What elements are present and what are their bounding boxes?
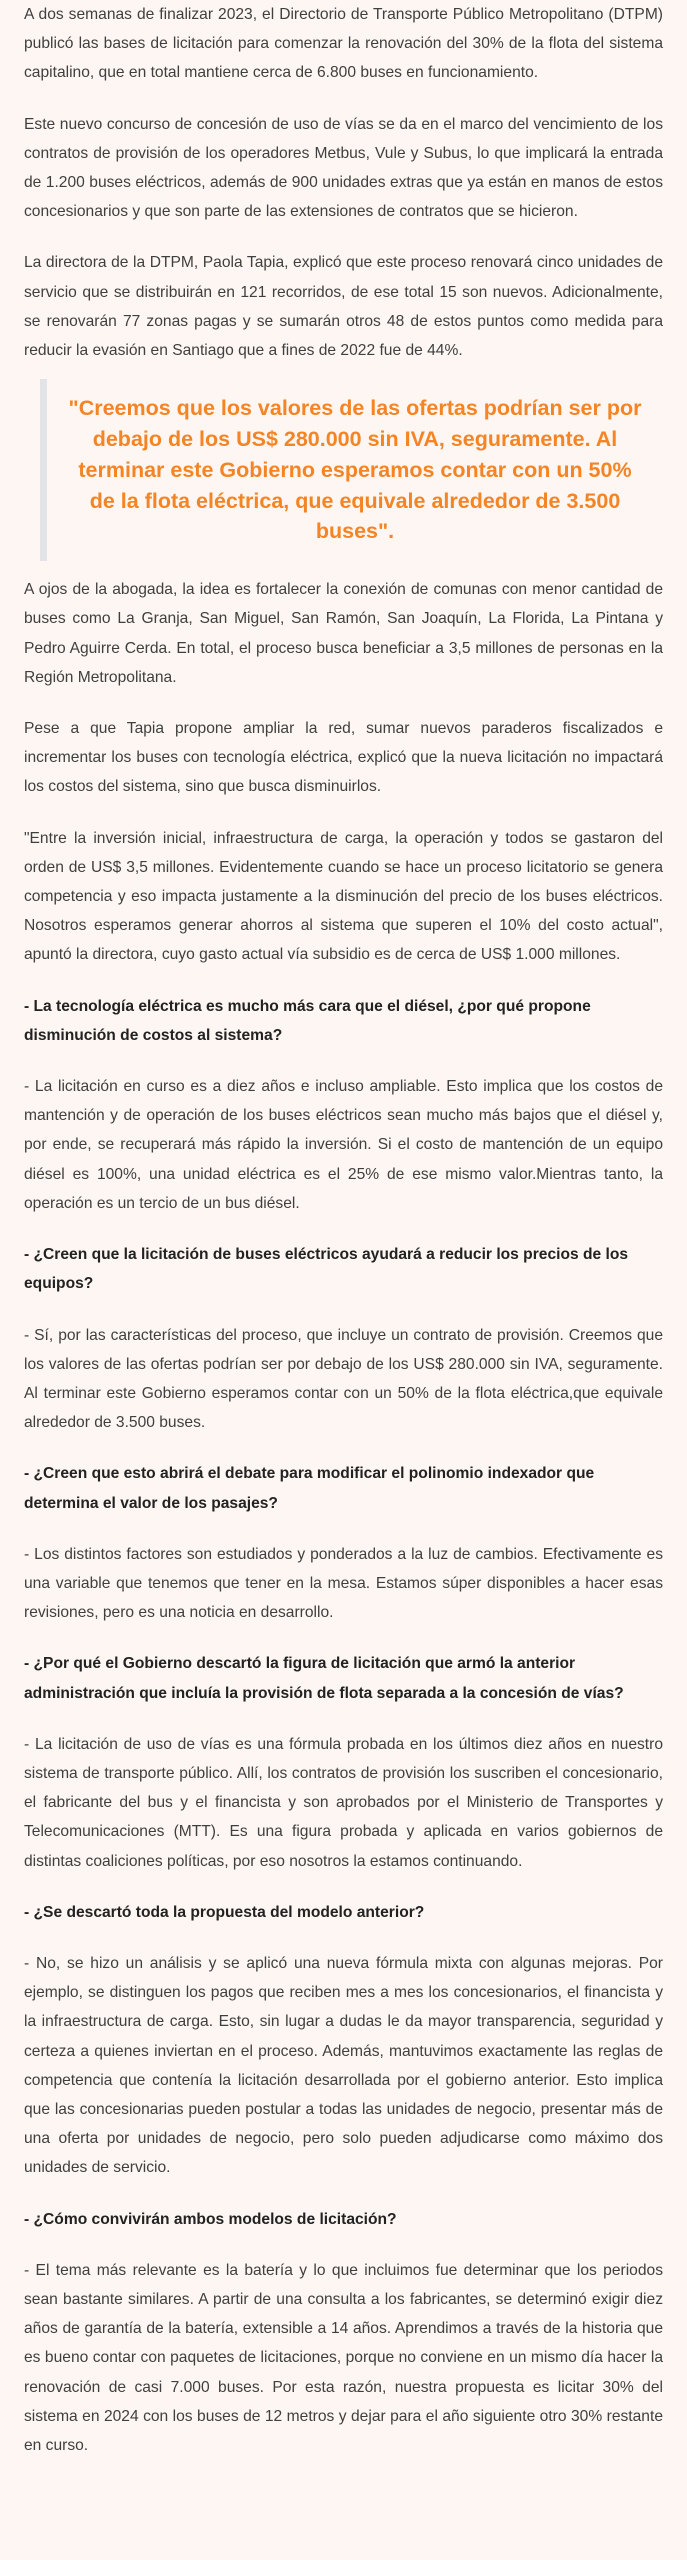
paragraph: A dos semanas de finalizar 2023, el Directorio de Transporte Público Metropolitano (DTPM) publicó las bases de licitación para comenzar la renovación del 30% de la flota del sistema capitalino, que en total mantiene cerca de 6.800 buses en funcionamiento.: [24, 6, 663, 82]
interview-answer: - La licitación de uso de vías es una fórmula probada en los últimos diez años en nuestro sistema de transporte público. Allí, los contratos de provisión los suscriben el concesionario, el fabricante del bus y el financista y son aprobados por el Ministerio de Transportes y Telecomunicaciones (MTT). Es una figura probada y aplicada en varios gobiernos de distintas coaliciones políticas, por eso nosotros la estamos continuando.: [24, 1735, 663, 1870]
interview-question: - ¿Creen que la licitación de buses eléctricos ayudará a reducir los precios de los equipos?: [24, 1246, 629, 1293]
interview-answer: - No, se hizo un análisis y se aplicó una nueva fórmula mixta con algunas mejoras. Por ejemplo, se distinguen los pagos que reciben mes a mes los concesionarios, el financista y la infraestructura de carga. Esto, sin lugar a dudas le da mayor transparencia, seguridad y certeza a quienes inviertan en el proceso. Además, mantuvimos exactamente las reglas de competencia que contenía la licitación desarrollada por el gobierno anterior. Esto implica que las concesionarias pueden postular a todas las unidades de negocio, presentar más de una oferta por unidades de negocio, pero solo pueden adjudicarse como máximo dos unidades de servicio.: [24, 1954, 663, 2177]
interview-question: - ¿Por qué el Gobierno descartó la figura de licitación que armó la anterior administración que incluía la provisión de flota separada a la concesión de vías?: [24, 1655, 624, 1702]
paragraph: Este nuevo concurso de concesión de uso de vías se da en el marco del vencimiento de los contratos de provisión de los operadores Metbus, Vule y Subus, lo que implicará la entrada de 1.200 buses eléctricos, además de 900 unidades extras que ya están en manos de estos concesionarios y que son parte de las extensiones de contratos que se hicieron.: [24, 115, 663, 221]
paragraph: A ojos de la abogada, la idea es fortalecer la conexión de comunas con menor cantidad de buses como La Granja, San Miguel, San Ramón, San Joaquín, La Florida, La Pintana y Pedro Aguirre Cerda. En total, el proceso busca beneficiar a 3,5 millones de personas en la Región Metropolitana.: [24, 581, 663, 686]
interview-question: - ¿Se descartó toda la propuesta del modelo anterior?: [24, 1903, 425, 1921]
pull-quote-text: "Creemos que los valores de las ofertas podrían ser por debajo de los US$ 280.000 sin IVA, seguramente. Al terminar este Gobierno esperamos contar con un 50% de la flota eléctrica, que equivale alrededor de 3.500 buses".: [68, 396, 642, 544]
interview-question: - ¿Creen que esto abrirá el debate para modificar el polinomio indexador que determina el valor de los pasajes?: [24, 1465, 595, 1512]
pull-quote: [40, 379, 663, 561]
interview-answer: - Los distintos factores son estudiados y ponderados a la luz de cambios. Efectivamente es una variable que tenemos que tener en la mesa. Estamos súper disponibles a hacer esas revisiones, pero es una noticia en desarrollo.: [24, 1545, 663, 1622]
interview-answer: - Sí, por las características del proceso, que incluye un contrato de provisión. Creemos que los valores de las ofertas podrían ser por debajo de los US$ 280.000 sin IVA, seguramente. Al terminar este Gobierno esperamos contar con un 50% de la flota eléctrica,que equivale alrededor de 3.500 buses.: [24, 1326, 663, 1432]
paragraph: "Entre la inversión inicial, infraestructura de carga, la operación y todos se gastaron del orden de US$ 3,5 millones. Evidentemente cuando se hace un proceso licitatorio se genera competencia y eso impacta justamente a la disminución del precio de los buses eléctricos. Nosotros esperamos generar ahorros al sistema que superen el 10% del costo actual", apuntó la directora, cuyo gasto actual vía subsidio es de cerca de US$ 1.000 millones.: [24, 829, 663, 964]
interview-question: - La tecnología eléctrica es mucho más cara que el diésel, ¿por qué propone disminución de costos al sistema?: [24, 997, 591, 1044]
interview-answer: - El tema más relevante es la batería y lo que incluimos fue determinar que los periodos sean bastante similares. A partir de una consulta a los fabricantes, se determinó exigir diez años de garantía de la batería, extensible a 14 años. Aprendimos a través de la historia que es bueno contar con paquetes de licitaciones, porque no conviene en un mismo día hacer la renovación de casi 7.000 buses. Por esta razón, nuestra propuesta es licitar 30% del sistema en 2024 con los buses de 12 metros y dejar para el año siguiente otro 30% restante en curso.: [24, 2261, 663, 2454]
interview-answer: - La licitación en curso es a diez años e incluso ampliable. Esto implica que los costos de mantención y de operación de los buses eléctricos sean mucho más bajos que el diésel y, por ende, se recuperará más rápido la inversión. Si el costo de mantención de un equipo diésel es 100%, una unidad eléctrica es el 25% de ese mismo valor.Mientras tanto, la operación es un tercio de un bus diésel.: [24, 1078, 663, 1212]
paragraph: Pese a que Tapia propone ampliar la red, sumar nuevos paraderos fiscalizados e incrementar los buses con tecnología eléctrica, explicó que la nueva licitación no impactará los costos del sistema, sino que busca disminuirlos.: [24, 720, 663, 796]
interview-question: - ¿Cómo convivirán ambos modelos de licitación?: [24, 2210, 397, 2228]
paragraph: La directora de la DTPM, Paola Tapia, explicó que este proceso renovará cinco unidades de servicio que se distribuirán en 121 recorridos, de ese total 15 son nuevos. Adicionalmente, se renovarán 77 zonas pagas y se sumarán otros 48 de estos puntos como medida para reducir la evasión en Santiago que a fines de 2022 fue de 44%.: [24, 254, 663, 360]
